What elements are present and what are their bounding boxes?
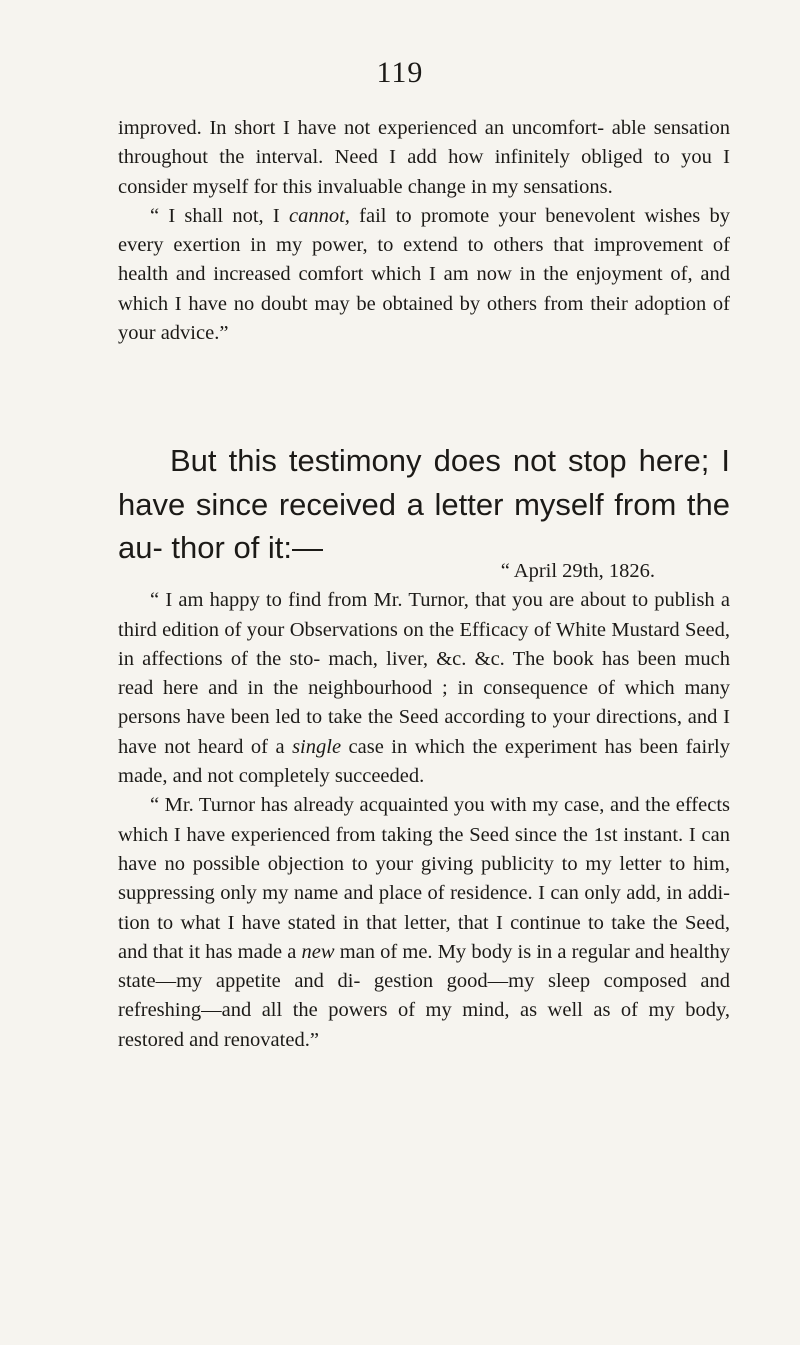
paragraph-5-emphasis: new	[301, 940, 335, 963]
paragraph-2-text-a: “ I shall not, I	[150, 204, 289, 227]
paragraph-2-emphasis: cannot,	[289, 204, 350, 227]
paragraph-1-text: improved. In short I have not experienced an uncomfort- able sensation throughout the interval. Need I add how infinitely obliged to you I consider myself for this invaluable change in my sensations.	[118, 117, 730, 198]
page-number: 119	[376, 56, 424, 89]
quoted-letter-continuation	[118, 114, 730, 348]
paragraph-3: But this testimony does not stop here; I have since received a letter myself from the au- thor of it:—	[118, 443, 730, 565]
letter-date: “ April 29th, 1826.	[500, 560, 655, 582]
paragraph-4	[118, 586, 730, 791]
paragraph-4-text-b: case in which the experiment has been fairly made, and not completely succeeded.	[118, 735, 730, 788]
paragraph-4-emphasis: single	[292, 735, 342, 758]
paragraph-1	[118, 114, 730, 202]
paragraph-4-text-a: “ I am happy to find from Mr. Turnor, that you are about to publish a third edition of your Observations on the Efficacy of White Mustard Seed, in affections of the sto- mach, liver, &c. &c. The book has been much read here and in the neighbourhood ; in consequence of which many persons have been led to take the Seed according to your directions, and I have not heard of a	[118, 589, 730, 758]
author-commentary	[118, 439, 730, 570]
paragraph-2-text-b: fail to promote your benevolent wishes by every exertion in my power, to extend to others that improvement of health and increased comfort which I am now in the enjoyment of, and which I have no doubt may be obtained by others from their adoption of your advice.”	[118, 204, 730, 345]
paragraph-2	[118, 202, 730, 348]
paragraph-5-text-b: man of me. My body is in a regular and healthy state—my appetite and di- gestion good—my sleep composed and refreshing—and all the powers of my mind, as well as of my body, restored and renovated.”	[118, 940, 730, 1051]
second-letter	[118, 557, 730, 1055]
paragraph-5	[118, 791, 730, 1055]
paragraph-5-text-a: “ Mr. Turnor has already acquainted you with my case, and the effects which I have experienced from taking the Seed since the 1st instant. I can have no possible objection to your giving publicity to my letter to him, suppressing only my name and place of residence. I can only add, in addi- tion to what I have stated in that letter, that I continue to take the Seed, and that it has made a	[118, 794, 730, 963]
